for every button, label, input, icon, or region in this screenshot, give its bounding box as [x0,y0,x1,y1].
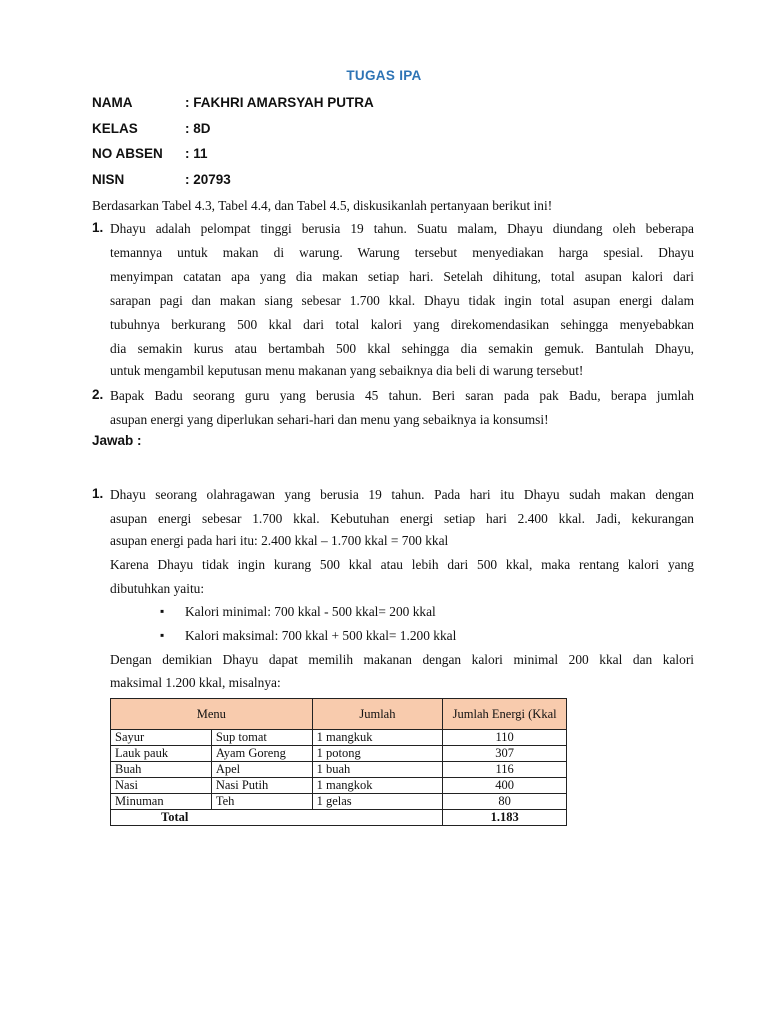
table-row [111,794,567,810]
identity-label: KELAS [92,121,138,136]
cell-category: Lauk pauk [111,746,212,762]
document-title: TUGAS IPA [346,68,422,83]
header-menu: Menu [111,699,313,730]
answer-line: asupan energi sebesar 1.700 kkal. Kebutuhan energi setiap hari 2.400 kkal. Jadi, kekurangan [110,511,694,526]
bullet-icon: ▪ [160,628,165,642]
cell-energy: 307 [443,746,567,762]
bullet-icon: ▪ [160,604,165,618]
question-line: tubuhnya berkurang 500 kkal dari total kalori yang direkomendasikan sehingga menyebabkan [110,317,694,332]
cell-amount: 1 mangkok [312,778,443,794]
cell-category: Minuman [111,794,212,810]
answer-line: asupan energi pada hari itu: 2.400 kkal – 1.700 kkal = 700 kkal [110,533,449,548]
total-label: Total [111,810,443,826]
cell-energy: 110 [443,730,567,746]
cell-item: Nasi Putih [211,778,312,794]
cell-item: Ayam Goreng [211,746,312,762]
cell-amount: 1 mangkuk [312,730,443,746]
table-total-row [111,810,567,826]
cell-item: Teh [211,794,312,810]
cell-amount: 1 potong [312,746,443,762]
header-energi: Jumlah Energi (Kkal [443,699,567,730]
identity-label: NISN [92,172,125,187]
intro-text: Berdasarkan Tabel 4.3, Tabel 4.4, dan Tabel 4.5, diskusikanlah pertanyaan berikut ini! [92,198,553,213]
question-line: dia semakin kurus atau bertambah 500 kkal sehingga dia semakin gemuk. Bantulah Dhayu, [110,341,694,356]
question-number: 1. [92,220,104,235]
header-jumlah: Jumlah [312,699,443,730]
question-line: sarapan pagi dan makan siang sebesar 1.700 kkal. Dhayu tidak ingin total asupan energi dalam [110,293,694,308]
answer-heading: Jawab : [92,433,142,448]
question-number: 2. [92,387,104,402]
question-line: Dhayu adalah pelompat tinggi berusia 19 tahun. Suatu malam, Dhayu diundang oleh beberapa [110,221,694,236]
question-line: untuk mengambil keputusan menu makanan yang sebaiknya dia beli di warung tersebut! [110,363,584,378]
cell-item: Sup tomat [211,730,312,746]
cell-energy: 116 [443,762,567,778]
question-line: menyimpan catatan apa yang dia makan setiap hari. Setelah dihitung, total asupan kalori dari [110,269,694,284]
energy-table [110,698,567,826]
table-row [111,778,567,794]
identity-label: NAMA [92,95,133,110]
answer-number: 1. [92,486,104,501]
cell-energy: 80 [443,794,567,810]
table-row [111,762,567,778]
cell-item: Apel [211,762,312,778]
answer-line: dibutuhkan yaitu: [110,581,205,596]
identity-value: : 11 [185,146,208,161]
cell-energy: 400 [443,778,567,794]
answer-line: Karena Dhayu tidak ingin kurang 500 kkal atau lebih dari 500 kkal, maka rentang kalori yang [110,557,694,572]
cell-category: Nasi [111,778,212,794]
total-value: 1.183 [443,810,567,826]
cell-amount: 1 buah [312,762,443,778]
cell-category: Sayur [111,730,212,746]
conclusion-line: Dengan demikian Dhayu dapat memilih makanan dengan kalori minimal 200 kkal dan kalori [110,652,694,667]
table-header-row [111,699,567,730]
table-row [111,730,567,746]
table-row [111,746,567,762]
identity-label: NO ABSEN [92,146,163,161]
identity-value: : 8D [185,121,211,136]
identity-value: : 20793 [185,172,231,187]
question-line: temannya untuk makan di warung. Warung tersebut menyediakan harga spesial. Dhayu [110,245,694,260]
answer-line: Dhayu seorang olahragawan yang berusia 19 tahun. Pada hari itu Dhayu sudah makan dengan [110,487,694,502]
cell-amount: 1 gelas [312,794,443,810]
bullet-item: Kalori minimal: 700 kkal - 500 kkal= 200 kkal [185,604,436,619]
cell-category: Buah [111,762,212,778]
question-line: Bapak Badu seorang guru yang berusia 45 tahun. Beri saran pada pak Badu, berapa jumlah [110,388,694,403]
identity-value: : FAKHRI AMARSYAH PUTRA [185,95,374,110]
conclusion-line: maksimal 1.200 kkal, misalnya: [110,675,281,690]
question-line: asupan energi yang diperlukan sehari-hari dan menu yang sebaiknya ia konsumsi! [110,412,549,427]
bullet-item: Kalori maksimal: 700 kkal + 500 kkal= 1.200 kkal [185,628,457,643]
